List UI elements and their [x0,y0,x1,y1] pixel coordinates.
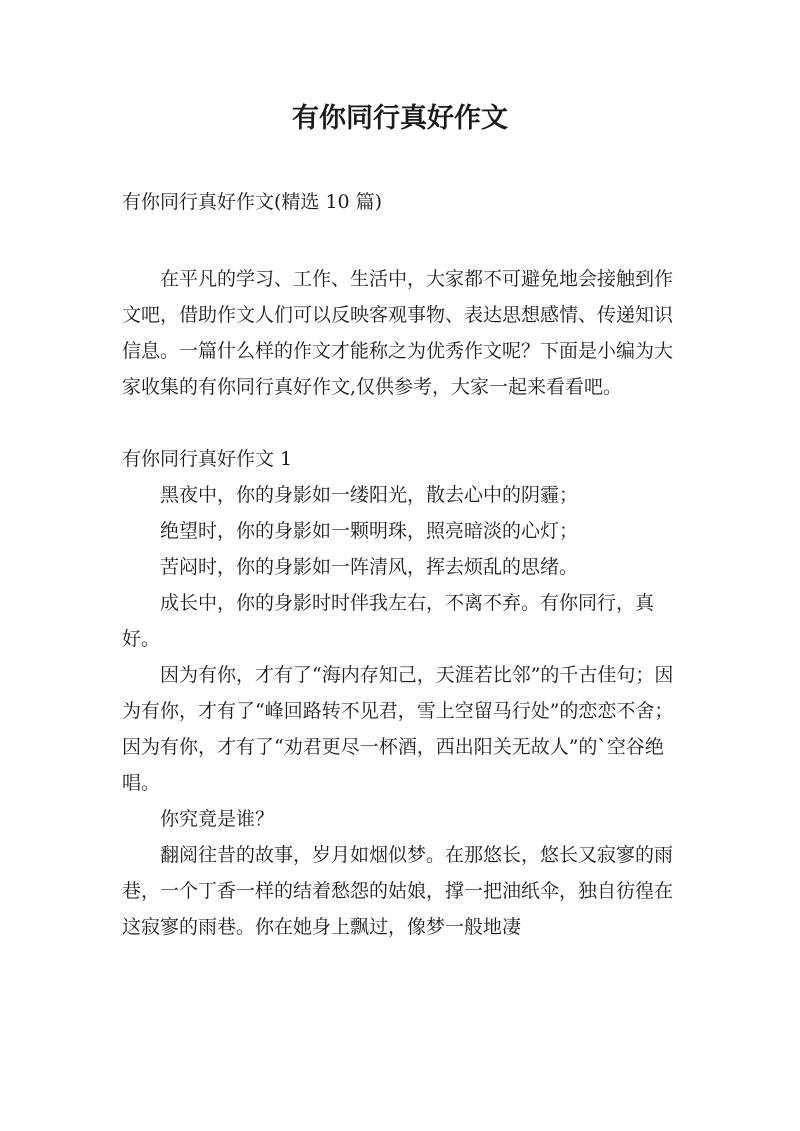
document-body [122,184,688,945]
document-subtitle: 有你同行真好作文(精选 10 篇) [122,191,383,213]
body-paragraph: 翻阅往昔的故事，岁月如烟似梦。在那悠长，悠长又寂寥的雨巷，一个丁香一样的结着愁怨的姑娘，撑一把油纸伞，独自彷徨在这寂寥的雨巷。你在她身上飘过，像梦一般地凄 [122,844,674,938]
body-paragraph: 苦闷时，你的身影如一阵清风，挥去烦乱的思绪。 [160,556,579,578]
body-paragraph: 你究竟是谁？ [160,808,275,830]
body-paragraph: 因为有你，才有了“海内存知己，天涯若比邻”的千古佳句；因为有你，才有了“峰回路转不见君，雪上空留马行处”的恋恋不舍；因为有你，才有了“劝君更尽一杯酒，西出阳关无故人”的`空谷绝唱。 [122,664,674,794]
intro-paragraph: 在平凡的学习、工作、生活中，大家都不可避免地会接触到作文吧，借助作文人们可以反映客观事物、表达思想感情、传递知识信息。一篇什么样的作文才能称之为优秀作文呢？下面是小编为大家收集的有你同行真好作文,仅供参考，大家一起来看看吧。 [122,268,674,398]
spacer [122,405,688,441]
body-paragraph: 黑夜中，你的身影如一缕阳光，散去心中的阴霾； [160,484,579,506]
spacer [122,220,688,261]
section-heading: 有你同行真好作文 1 [122,448,293,470]
body-paragraph: 绝望时，你的身影如一颗明珠，照亮暗淡的心灯； [160,520,579,542]
body-paragraph: 成长中，你的身影时时伴我左右，不离不弃。有你同行，真好。 [122,592,655,650]
document-title: 有你同行真好作文 [292,103,508,134]
